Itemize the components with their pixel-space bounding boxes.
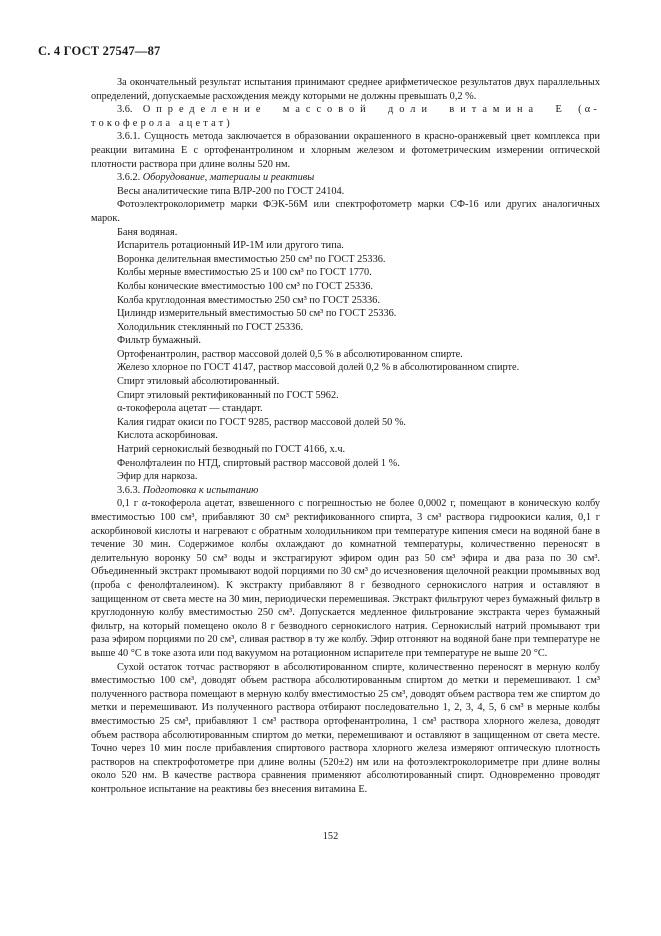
section-3-6-2-number: 3.6.2. [117, 172, 141, 184]
equipment-item: Колба круглодонная вместимостью 250 см³ по ГОСТ 25336. [117, 294, 380, 306]
equipment-item: Испаритель ротационный ИР-1М или другого типа. [117, 240, 344, 252]
equipment-item: Ортофенантролин, раствор массовой долей 0,5 % в абсолютированном спирте. [117, 348, 463, 360]
equipment-item: Фенолфталеин по НТД, спиртовый раствор массовой долей 1 %. [117, 457, 400, 469]
section-3-6-3-heading [91, 484, 600, 498]
equipment-item: Колбы мерные вместимостью 25 и 100 см³ по ГОСТ 1770. [117, 267, 372, 279]
equipment-item: Цилиндр измерительный вместимостью 50 см³ по ГОСТ 25336. [117, 308, 397, 320]
paragraph-final-result: За окончательный результат испытания принимают среднее арифметическое результатов двух параллельных определений, допускаемые расхождения между которыми не должны превышать 0,2 %. [91, 77, 600, 102]
page-header: С. 4 ГОСТ 27547—87 [38, 44, 161, 58]
section-3-6-title: Определение массовой доли витамина Е [142, 104, 568, 116]
equipment-item: Фильтр бумажный. [117, 335, 201, 347]
equipment-item: Баня водяная. [117, 226, 178, 238]
equipment-item: Спирт этиловый ректификованный по ГОСТ 5962. [117, 389, 339, 401]
section-3-6-subtitle: (α-токоферола ацетат) [91, 104, 600, 129]
section-3-6-3-number: 3.6.3. [117, 484, 141, 496]
equipment-item: Кислота аскорбиновая. [117, 430, 218, 442]
equipment-item: Весы аналитические типа ВЛР-200 по ГОСТ 24104. [117, 185, 345, 197]
section-3-6-3-title: Подготовка к испытанию [142, 484, 259, 496]
section-3-6-number: 3.6. [117, 104, 133, 116]
equipment-item: Натрий сернокислый безводный по ГОСТ 4166, х.ч. [117, 444, 346, 456]
page-number: 152 [322, 831, 339, 842]
section-3-6-2-heading [91, 171, 600, 185]
paragraph-measurement: Сухой остаток тотчас растворяют в абсолютированном спирте, количественно переносят в мерную колбу вместимостью 100 см³, доводят объем раствора абсолютированным спиртом до метки и перемешивают. 1 см³ полученного раствора помещают в мерную колбу вместимостью 25 см³, доводят объем раствора тем же спиртом до метки и перемешивают. Из полученного раствора отбирают последовательно 1, 2, 3, 4, 5, 6 см³ в мерные колбы вместимостью 25 см³, прибавляют 1 см³ раствора ортофенантролина, 1 см³ раствора хлорного железа, доводят объем раствора абсолютированным спиртом до метки, перемешивают и оставляют в защищенном от света месте. Точно через 10 мин после прибавления спиртового раствора хлорного железа измеряют оптическую плотность растворов на спектрофотометре при длине волны (520±2) нм или на фотоэлектроколориметре при длине волны около 520 нм. В качестве раствора сравнения применяют абсолютированный спирт. Одновременно проводят контрольное испытание на реактивы без внесения витамина Е. [91, 661, 600, 795]
section-3-6-heading [91, 103, 600, 130]
page-content [91, 76, 600, 796]
equipment-item: Спирт этиловый абсолютированный. [117, 376, 280, 388]
equipment-item: Колбы конические вместимостью 100 см³ по ГОСТ 25336. [117, 280, 373, 292]
section-3-6-2-title: Оборудование, материалы и реактивы [142, 172, 315, 184]
equipment-item: Холодильник стеклянный по ГОСТ 25336. [117, 321, 304, 333]
section-3-6-1: 3.6.1. Сущность метода заключается в образовании окрашенного в красно-оранжевый цвет комплекса при реакции витамина Е с ортофенантролином и хлорным железом и фотометрическим измерении оптической плотности раствора при длине волны 520 нм. [91, 131, 600, 170]
equipment-item: Воронка делительная вместимостью 250 см³ по ГОСТ 25336. [117, 253, 386, 265]
equipment-item: Железо хлорное по ГОСТ 4147, раствор массовой долей 0,2 % в абсолютированном спирте. [117, 362, 520, 374]
equipment-item: Эфир для наркоза. [117, 471, 198, 483]
equipment-item: Фотоэлектроколориметр марки ФЭК-56М или спектрофотометр марки СФ-16 или других аналогичных марок. [91, 199, 600, 224]
equipment-item: α-токоферола ацетат — стандарт. [117, 403, 263, 415]
equipment-item: Калия гидрат окиси по ГОСТ 9285, раствор массовой долей 50 %. [117, 416, 406, 428]
paragraph-preparation: 0,1 г α-токоферола ацетат, взвешенного с погрешностью не более 0,0002 г, помещают в коническую колбу вместимостью 100 см³, прибавляют 30 см³ ректификованного спирта, 3 см³ раствора гидроокиси калия, 0,1 г аскорбиновой кислоты и нагревают с обратным холодильником при температуре кипения смеси на водяной бане в течение 30 мин. Содержимое колбы охлаждают до комнатной температуры, количественно переносят в делительную воронку 50 см³ воды и экстрагируют эфиром один раз 50 см³ эфира и два раза по 30 см³. Объединенный экстракт промывают водой порциями по 30 см³ до исчезновения щелочной реакции промывных вод (проба с фенолфталеином). К экстракту прибавляют 8 г безводного сернокислого натрия и оставляют в защищенном от света месте на 30 мин, периодически перемешивая. Экстракт фильтруют через бумажный фильтр в круглодонную колбу вместимостью 250 см³. Допускается медленное фильтрование экстракта через бумажный фильтр, на который помещено около 8 г безводного сернокислого натрия. Сернокислый натрий промывают три раза эфиром порциями по 20 см³, сливая раствор в ту же колбу. Эфир отгоняют на водяной бане при температуре не выше 40 °С в токе азота или под вакуумом на ротационном испарителе при температуре не выше 20 °С. [91, 498, 600, 659]
